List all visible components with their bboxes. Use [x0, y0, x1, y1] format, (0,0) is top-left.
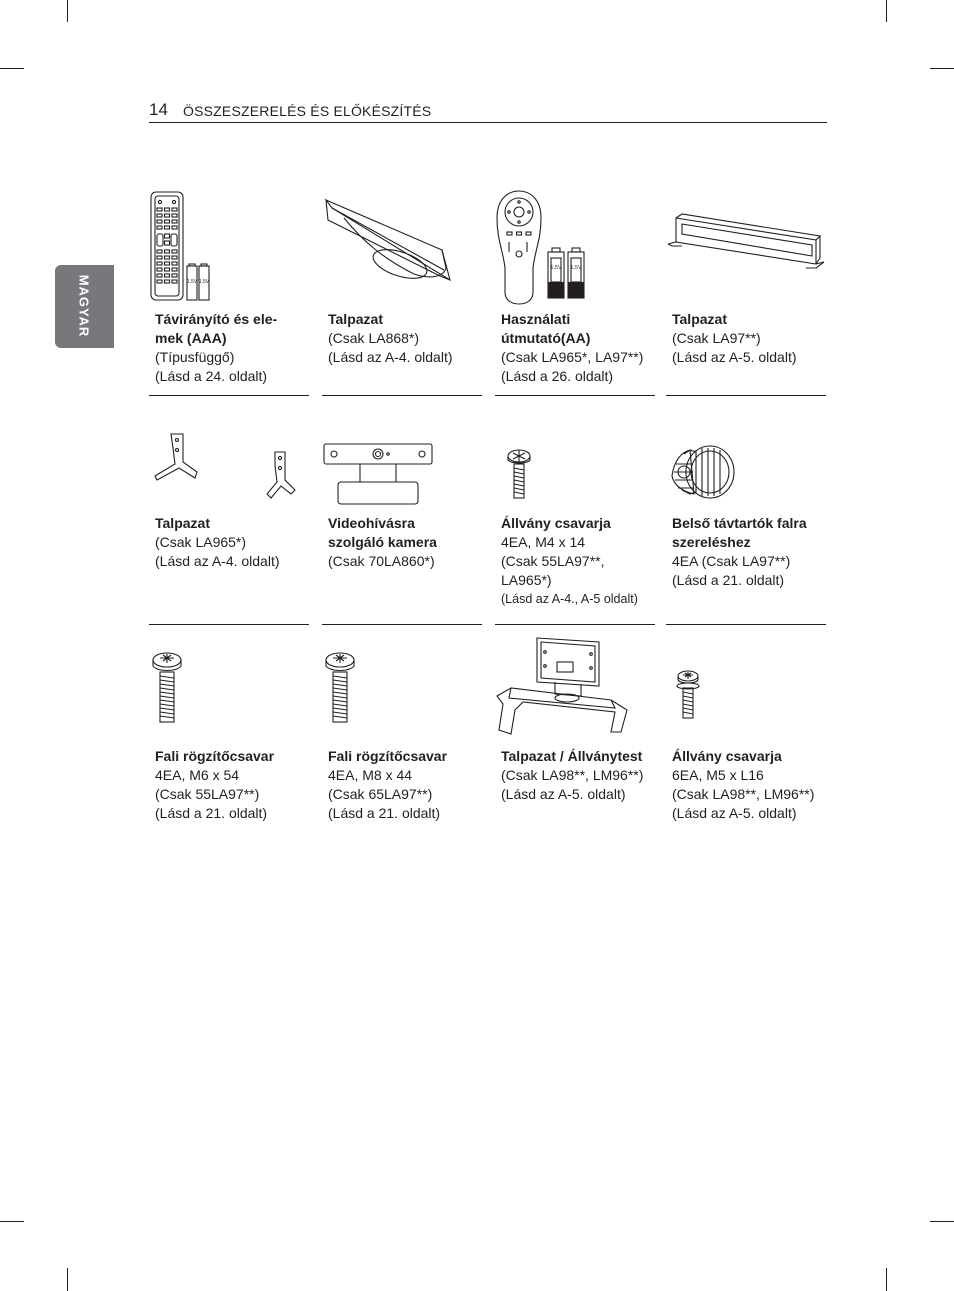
- caption-line: 6EA, M5 x L16: [672, 767, 764, 783]
- caption-line: (Csak 55LA97**): [155, 786, 260, 802]
- wall-spacer-illustration: [666, 428, 826, 508]
- stand-body-illustration: [495, 636, 655, 742]
- crop-mark: [0, 68, 24, 69]
- caption-line: (Csak 70LA860*): [328, 553, 435, 569]
- item-caption: [328, 514, 488, 571]
- screw-m5-illustration: [666, 636, 826, 732]
- crop-mark: [0, 1221, 24, 1222]
- item-wall-spacer: [666, 428, 826, 624]
- item-stand-screw-m4: [495, 428, 655, 624]
- battery-label: 1.5V: [198, 279, 210, 285]
- page-number: 14: [149, 100, 168, 119]
- item-stand-la868: [322, 188, 482, 396]
- stand-la868-illustration: [322, 188, 482, 306]
- battery-label: 1,5V: [570, 265, 582, 271]
- caption-line: (Lásd a 26. oldalt): [501, 368, 614, 384]
- battery-label: 1.5V: [186, 279, 198, 285]
- item-stand-la965: [149, 428, 309, 624]
- caption-line: (Lásd az A-5. oldalt): [501, 786, 626, 802]
- caption-line: Talpazat: [672, 311, 727, 327]
- caption-line: Belső távtartók falra: [672, 515, 807, 531]
- caption-line: (Csak LA868*): [328, 330, 420, 346]
- stand-la97-illustration: [666, 188, 826, 306]
- crop-mark: [67, 0, 68, 22]
- wall-screw-m8-illustration: [322, 636, 482, 732]
- remote-control-illustration: [149, 188, 309, 306]
- item-video-camera: [322, 428, 482, 624]
- caption-line: Talpazat / Állványtest: [501, 748, 643, 764]
- caption-line: Állvány csavarja: [501, 515, 611, 531]
- divider: [149, 395, 309, 396]
- battery-label: 1,5V: [550, 265, 562, 271]
- caption-line: (Lásd a 21. oldalt): [672, 572, 785, 588]
- divider: [149, 624, 309, 625]
- divider: [495, 395, 655, 396]
- caption-line: Talpazat: [328, 311, 383, 327]
- caption-line: (Lásd a 24. oldalt): [155, 368, 268, 384]
- caption-line: (Lásd az A-4. oldalt): [328, 349, 453, 365]
- item-caption: [672, 310, 832, 367]
- caption-line: (Csak LA98**, LM96**): [672, 786, 815, 802]
- divider: [495, 624, 655, 625]
- page-header: [149, 100, 827, 123]
- caption-line: (Lásd az A-4., A-5 oldalt): [501, 592, 638, 606]
- wall-screw-m6-illustration: [149, 636, 309, 732]
- caption-line: Használati: [501, 311, 571, 327]
- language-tab-label: MAGYAR: [76, 274, 92, 338]
- caption-line: LA965*): [501, 572, 552, 588]
- caption-line: (Csak LA98**, LM96**): [501, 767, 644, 783]
- divider: [322, 624, 482, 625]
- caption-line: (Csak 65LA97**): [328, 786, 433, 802]
- caption-line: (Lásd a 21. oldalt): [155, 805, 268, 821]
- divider: [666, 624, 826, 625]
- item-caption: [501, 310, 661, 386]
- caption-line: (Lásd az A-4. oldalt): [155, 553, 280, 569]
- item-caption: [672, 747, 832, 823]
- caption-line: (Lásd az A-5. oldalt): [672, 805, 797, 821]
- caption-line: Fali rögzítőcsavar: [328, 748, 448, 764]
- divider: [666, 395, 826, 396]
- crop-mark: [886, 1268, 887, 1291]
- language-tab: [55, 265, 114, 348]
- item-caption: [155, 747, 315, 823]
- caption-line: (Típusfüggő): [155, 349, 235, 365]
- item-wall-screw-m6: [149, 636, 309, 836]
- item-remote-control: [149, 188, 309, 396]
- video-camera-illustration: [322, 428, 482, 508]
- item-caption: [672, 514, 832, 590]
- caption-line: Videohívásra: [328, 515, 415, 531]
- item-caption: [155, 310, 315, 386]
- caption-line: Távirányító és ele-: [155, 311, 278, 327]
- caption-line: (Csak 55LA97**,: [501, 553, 605, 569]
- caption-line: 4EA, M8 x 44: [328, 767, 413, 783]
- caption-line: szolgáló kamera: [328, 534, 437, 550]
- item-caption: [501, 747, 661, 804]
- item-caption: [155, 514, 315, 571]
- caption-line: útmutató(AA): [501, 330, 591, 346]
- item-magic-remote: [495, 188, 655, 396]
- item-stand-la97: [666, 188, 826, 396]
- item-wall-screw-m8: [322, 636, 482, 836]
- item-caption: [328, 747, 488, 823]
- section-title: ÖSSZESZERELÉS ÉS ELŐKÉSZÍTÉS: [183, 103, 432, 119]
- caption-line: Állvány csavarja: [672, 748, 782, 764]
- item-stand-screw-m5: [666, 636, 826, 836]
- item-stand-body: [495, 636, 655, 836]
- caption-line: (Csak LA965*, LA97**): [501, 349, 644, 365]
- caption-line: (Csak LA97**): [672, 330, 761, 346]
- stand-la965-illustration: [149, 428, 309, 508]
- item-caption: [328, 310, 488, 367]
- caption-line: (Lásd az A-5. oldalt): [672, 349, 797, 365]
- caption-line: szereléshez: [672, 534, 751, 550]
- item-caption: [501, 514, 661, 609]
- caption-line: 4EA (Csak LA97**): [672, 553, 791, 569]
- crop-mark: [886, 0, 887, 22]
- caption-line: Talpazat: [155, 515, 210, 531]
- caption-line: 4EA, M6 x 54: [155, 767, 240, 783]
- caption-line: (Lásd a 21. oldalt): [328, 805, 441, 821]
- caption-line: mek (AAA): [155, 330, 227, 346]
- magic-remote-illustration: [495, 188, 655, 306]
- caption-line: (Csak LA965*): [155, 534, 247, 550]
- crop-mark: [930, 68, 954, 69]
- crop-mark: [930, 1221, 954, 1222]
- caption-line: 4EA, M4 x 14: [501, 534, 586, 550]
- screw-m4-illustration: [495, 428, 655, 508]
- crop-mark: [67, 1268, 68, 1291]
- divider: [322, 395, 482, 396]
- caption-line: Fali rögzítőcsavar: [155, 748, 275, 764]
